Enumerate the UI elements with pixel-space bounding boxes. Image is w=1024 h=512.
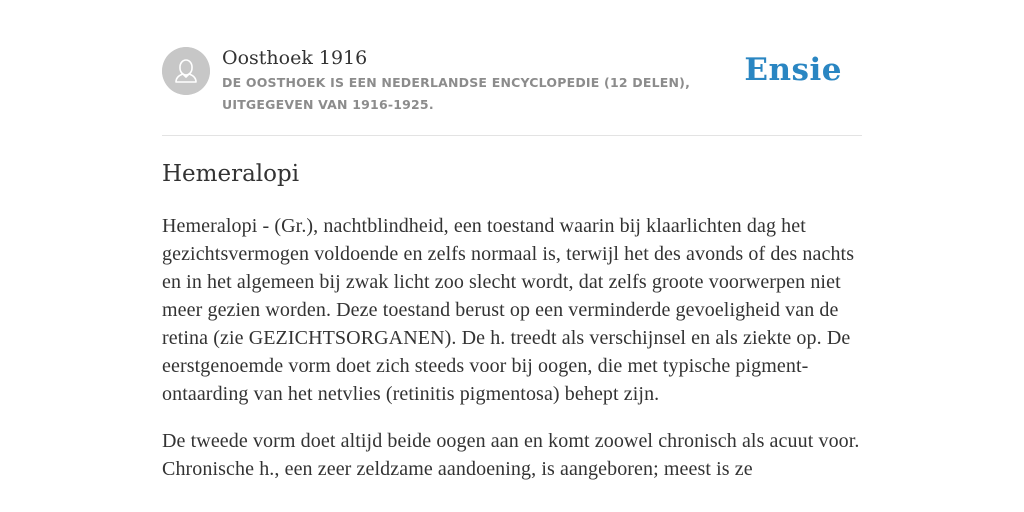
article-body xyxy=(162,212,862,502)
header-divider xyxy=(162,135,862,136)
source-header xyxy=(162,46,862,136)
article-title: Hemeralopi xyxy=(162,161,300,187)
article-paragraph: De tweede vorm doet altijd beide oogen aan en komt zoowel chronisch als acuut voor. Chronische h., een zeer zeldzame aandoening, is aangeboren; meest is ze xyxy=(162,430,860,480)
source-title[interactable]: Oosthoek 1916 xyxy=(222,47,368,69)
source-description: DE OOSTHOEK IS EEN NEDERLANDSE ENCYCLOPEDIE (12 DELEN), UITGEGEVEN VAN 1916-1925. xyxy=(222,75,691,112)
source-avatar-icon[interactable] xyxy=(162,47,210,95)
article-paragraph: Hemeralopi - (Gr.), nachtblindheid, een toestand waarin bij klaarlichten dag het gezichtsvermogen voldoende en zelfs normaal is, terwijl het des avonds of des nachts en in het algemeen bij zwak licht zoo slecht wordt, dat zelfs groote voorwerpen niet meer gezien worden. Deze toestand berust op een verminderde gevoeligheid van de retina (zie GEZICHTSORGANEN). De h. treedt als verschijnsel en als ziekte op. De eerstgenoemde vorm doet zich steeds voor bij oogen, die met typische pigment-ontaarding van het netvlies (retinitis pigmentosa) behept zijn. xyxy=(162,215,855,405)
ensie-logo[interactable]: Ensie xyxy=(744,52,842,88)
